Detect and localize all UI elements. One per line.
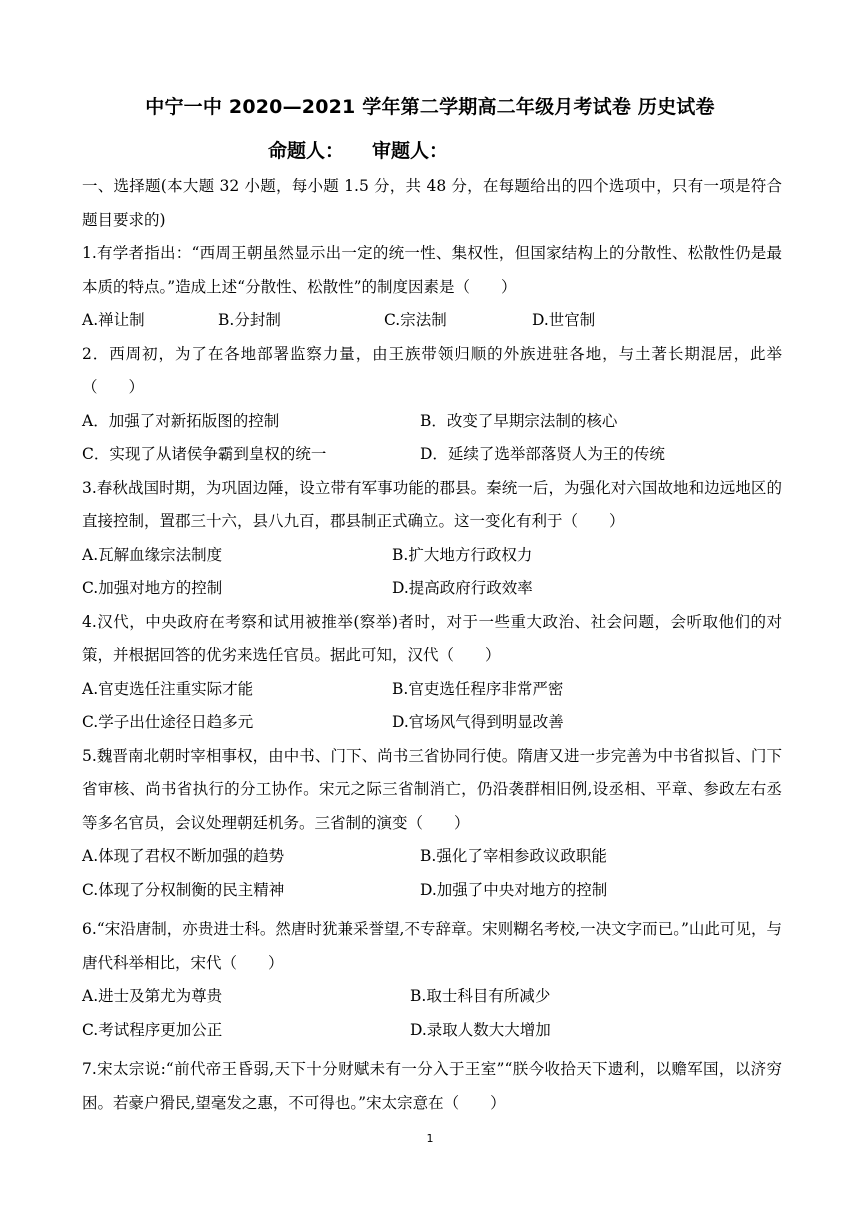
question-stem: 4.汉代，中央政府在考察和试用被推举(察举)者时，对于一些重大政治、社会问题，会听取他们的对策，并根据回答的优劣来选任官员。据此可知，汉代（ ）: [82, 612, 782, 664]
option-row: [82, 539, 782, 573]
section-intro: 一、选择题(本大题 32 小题，每小题 1.5 分，共 48 分，在每题给出的四个选项中，只有一项是符合题目要求的): [82, 177, 782, 229]
option-row: [82, 1014, 782, 1048]
option-d: D.世官制: [532, 311, 596, 329]
option-a: A.瓦解血缘宗法制度: [82, 545, 223, 564]
question-stem: 5.魏晋南北朝时宰相事权，由中书、门下、尚书三省协同行使。隋唐又进一步完善为中书省拟旨、门下省审核、尚书省执行的分工协作。宋元之际三省制消亡，仍沿袭群相旧例,设丞相、平章、参政左右丞等多名官员，会议处理朝廷机务。三省制的演变（ ）: [82, 746, 782, 832]
option-c: C.加强对地方的控制: [82, 579, 223, 597]
option-row: [82, 706, 782, 740]
page-title: 中宁一中 2020—2021 学年第二学期高二年级月考试卷 历史试卷: [145, 96, 715, 118]
option-c: C.宗法制: [384, 311, 447, 329]
option-d: D.提高政府行政效率: [392, 579, 533, 597]
option-d: D．延续了选举部落贤人为王的传统: [420, 445, 665, 463]
reviewer-label: 审题人：: [372, 140, 449, 162]
option-b: B.分封制: [218, 311, 281, 329]
question-1: [82, 237, 782, 338]
option-b: B.取士科目有所减少: [410, 987, 551, 1005]
question-6: [82, 913, 782, 1047]
option-c: C．实现了从诸侯争霸到皇权的统一: [82, 445, 327, 463]
option-a: A.进士及第尤为尊贵: [82, 987, 223, 1005]
option-a: A.官吏选任注重实际才能: [82, 679, 254, 698]
option-row: [82, 673, 782, 707]
option-row: [82, 405, 782, 439]
question-stem: 3.春秋战国时期，为巩固边陲，设立带有军事功能的郡县。秦统一后，为强化对六国故地和边远地区的直接控制，置郡三十六，县八九百，郡县制正式确立。这一变化有利于（ ）: [82, 478, 782, 530]
question-stem: 1.有学者指出：“西周王朝虽然显示出一定的统一性、集权性，但国家结构上的分散性、松散性仍是最本质的特点。”造成上述“分散性、松散性”的制度因素是（ ）: [82, 244, 782, 296]
option-c: C.学子出仕途径日趋多元: [82, 713, 254, 731]
question-3: [82, 472, 782, 606]
option-a: A.体现了君权不断加强的趋势: [82, 847, 285, 865]
option-b: B.扩大地方行政权力: [392, 545, 533, 564]
option-a: A．加强了对新拓版图的控制: [82, 411, 280, 430]
option-row: [82, 304, 782, 338]
option-row: [82, 438, 782, 472]
option-row: [82, 840, 782, 874]
option-a: A.禅让制: [82, 311, 145, 329]
option-b: B.强化了宰相参政议政职能: [420, 847, 607, 865]
question-2: [82, 338, 782, 472]
proposer-label: 命题人：: [268, 140, 345, 162]
option-b: B.官吏选任程序非常严密: [392, 679, 564, 698]
setters-line: [268, 136, 448, 163]
question-5: [82, 740, 782, 908]
question-stem: 6.“宋沿唐制，亦贵进士科。然唐时犹兼采誉望,不专辞章。宋则糊名考校,一决文字而已。”山此可见，与唐代科举相比，宋代（ ）: [82, 920, 782, 972]
option-d: D.官场风气得到明显改善: [392, 713, 564, 731]
question-stem: 7.宋太宗说:“前代帝王昏弱,天下十分财赋未有一分入于王室”“朕今收拾天下遗利，以赡军国，以济穷困。若豪户猾民,望毫发之惠，不可得也。”宋太宗意在（ ）: [82, 1060, 782, 1112]
option-b: B．改变了早期宗法制的核心: [420, 411, 618, 430]
question-body: [82, 170, 782, 1120]
option-row: [82, 874, 782, 908]
option-c: C.考试程序更加公正: [82, 1020, 223, 1039]
question-4: [82, 606, 782, 740]
question-stem: 2．西周初，为了在各地部署监察力量，由王族带领归顺的外族进驻各地，与土著长期混居，此举（ ）: [82, 344, 782, 396]
option-d: D.录取人数大大增加: [410, 1020, 551, 1039]
option-c: C.体现了分权制衡的民主精神: [82, 880, 285, 899]
option-row: [82, 572, 782, 606]
option-row: [82, 980, 782, 1014]
option-d: D.加强了中央对地方的控制: [420, 880, 608, 899]
question-7: [82, 1053, 782, 1120]
page-number: 1: [426, 1132, 434, 1145]
